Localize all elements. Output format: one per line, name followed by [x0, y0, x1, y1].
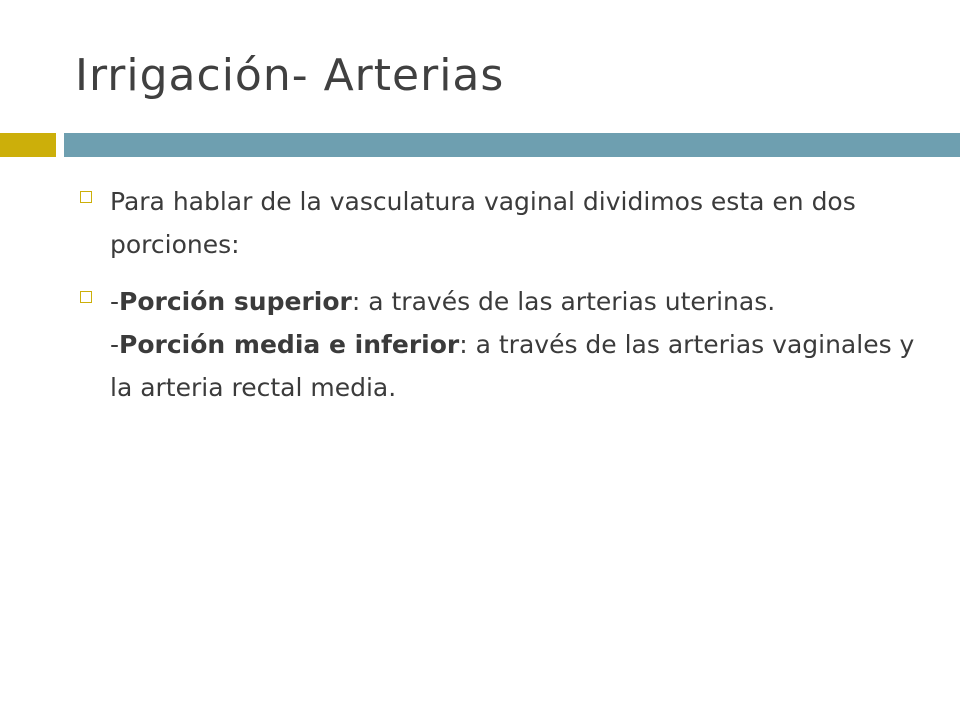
bullet-text [110, 280, 920, 409]
superior-description: : a través de las arterias uterinas. [351, 287, 776, 316]
bullet-list [80, 180, 920, 423]
bullet-item [80, 180, 920, 266]
title-accent-bar-gold [0, 133, 56, 157]
dash-prefix: - [110, 330, 120, 359]
dash-prefix: - [110, 287, 120, 316]
slide-title: Irrigación- Arterias [75, 50, 505, 101]
title-accent-bar-blue [64, 133, 960, 157]
bullet-text [110, 180, 920, 266]
bold-term-superior: Porción superior [119, 287, 352, 316]
media-inferior-description: : a través de las arterias vaginales y la arteria rectal media. [110, 330, 915, 402]
bullet-item [80, 280, 920, 409]
square-bullet-icon [80, 191, 92, 203]
square-bullet-icon [80, 291, 92, 303]
bullet-text-content: Para hablar de la vasculatura vaginal dividimos esta en dos porciones: [110, 187, 856, 259]
bold-term-media-inferior: Porción media e inferior [119, 330, 460, 359]
